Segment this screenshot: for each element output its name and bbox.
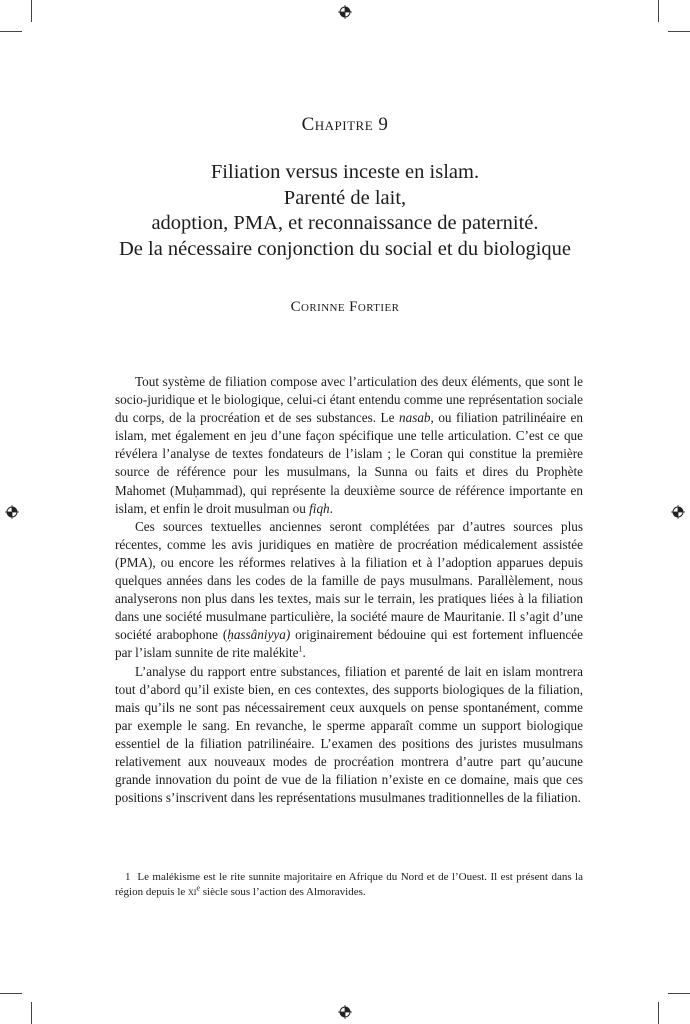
body-text — [115, 373, 583, 807]
paragraph-2: Ces sources textuelles anciennes seront complétées par d’autres sources plus récentes, comme les avis juridiques en matière de procréation médicalement assistée (PMA), ou encore les réformes relatives à la filiation et à l’adoption apparues depuis quelques années dans les codes de la famille de pays musulmans. Parallèlement, nous analyserons non plus dans les textes, mais sur le terrain, les pratiques liées à la filiation dans une société musulmane particulière, la société maure de Mauritanie. Il s’agit d’une société arabophone (ḥassâniyya) originairement bédouine qui est fortement influencée par l’islam sunnite de rite malékite$^1$. — [115, 518, 583, 661]
title-line: De la nécessaire conjonction du social et du biologique — [118, 237, 571, 260]
crop-mark-bottom-left-h — [0, 993, 22, 994]
term-hassaniyya: ḥassâniyya) — [227, 627, 291, 643]
paragraph-1: Tout système de filiation compose avec l’articulation des deux éléments, que sont le socio-juridique et le biologique, celui-ci étant entendu comme une représentation sociale du corps, de la procréation et de ses substances. Le nasab, ou filiation patrilinéaire en islam, met également en jeu d’une façon spécifique une telle articulation. C’est ce que révélera l’analyse de textes fondateurs de l’islam ; le Coran qui constitue la première source de référence pour les musulmans, la Sunna ou faits et dires du Prophète Mahomet (Muḥammad), qui représente la deuxième source de référence importante en islam, et enfin le droit musulman ou fiqh. — [115, 374, 584, 516]
title-line: adoption, PMA, et reconnaissance de paternité. — [151, 212, 539, 234]
registration-mark-top-icon — [338, 5, 352, 19]
crop-mark-top-right-h — [668, 31, 690, 32]
crop-mark-bottom-right-v — [658, 1002, 659, 1024]
century-numeral: xi — [188, 886, 197, 898]
term-fiqh: fiqh — [309, 500, 330, 516]
crop-mark-top-right-v — [658, 0, 659, 22]
crop-mark-bottom-right-h — [668, 993, 690, 994]
registration-mark-left-icon — [5, 505, 19, 519]
chapter-title — [60, 160, 630, 262]
title-line: Filiation versus inceste en islam. — [210, 161, 480, 183]
crop-mark-top-left-v — [31, 0, 32, 22]
footnote-ref[interactable]: 1 — [298, 645, 303, 655]
crop-mark-bottom-left-v — [31, 1002, 32, 1024]
footnote-number: 1 — [125, 871, 131, 883]
chapter-heading: Chapitre 9 — [301, 114, 389, 135]
term-nasab: nasab — [399, 410, 431, 426]
paragraph-3: L’analyse du rapport entre substances, filiation et parenté de lait en islam montrera tout d’abord qu’il existe bien, en ces contextes, des supports biologiques de la filiation, mais qu’ils ne sont pas nécessairement ceux auxquels on pense spontanément, comme par exemple le sang. En revanche, le sperme apparaît comme un support biologique essentiel de la filiation patrilinéaire. L’examen des positions des juristes musulmans relativement aux nouveaux modes de procréation montrera d’autre part qu’aucune grande innovation du point de vue de la filiation n’existe en ce domaine, mais que ces positions s’inscrivent dans les représentations musulmanes traditionnelles de la filiation. — [115, 663, 583, 806]
title-line: Parenté de lait, — [283, 186, 407, 209]
crop-mark-top-left-h — [0, 31, 22, 32]
registration-mark-bottom-icon — [338, 1005, 352, 1019]
author-name: Corinne Fortier — [290, 299, 400, 315]
registration-mark-right-icon — [671, 505, 685, 519]
footnote: 1 Le malékisme est le rite sunnite majoritaire en Afrique du Nord et de l’Ouest. Il est présent dans la région depuis le $xi^e$ siècle sous l’action des Almoravides. — [115, 871, 583, 898]
